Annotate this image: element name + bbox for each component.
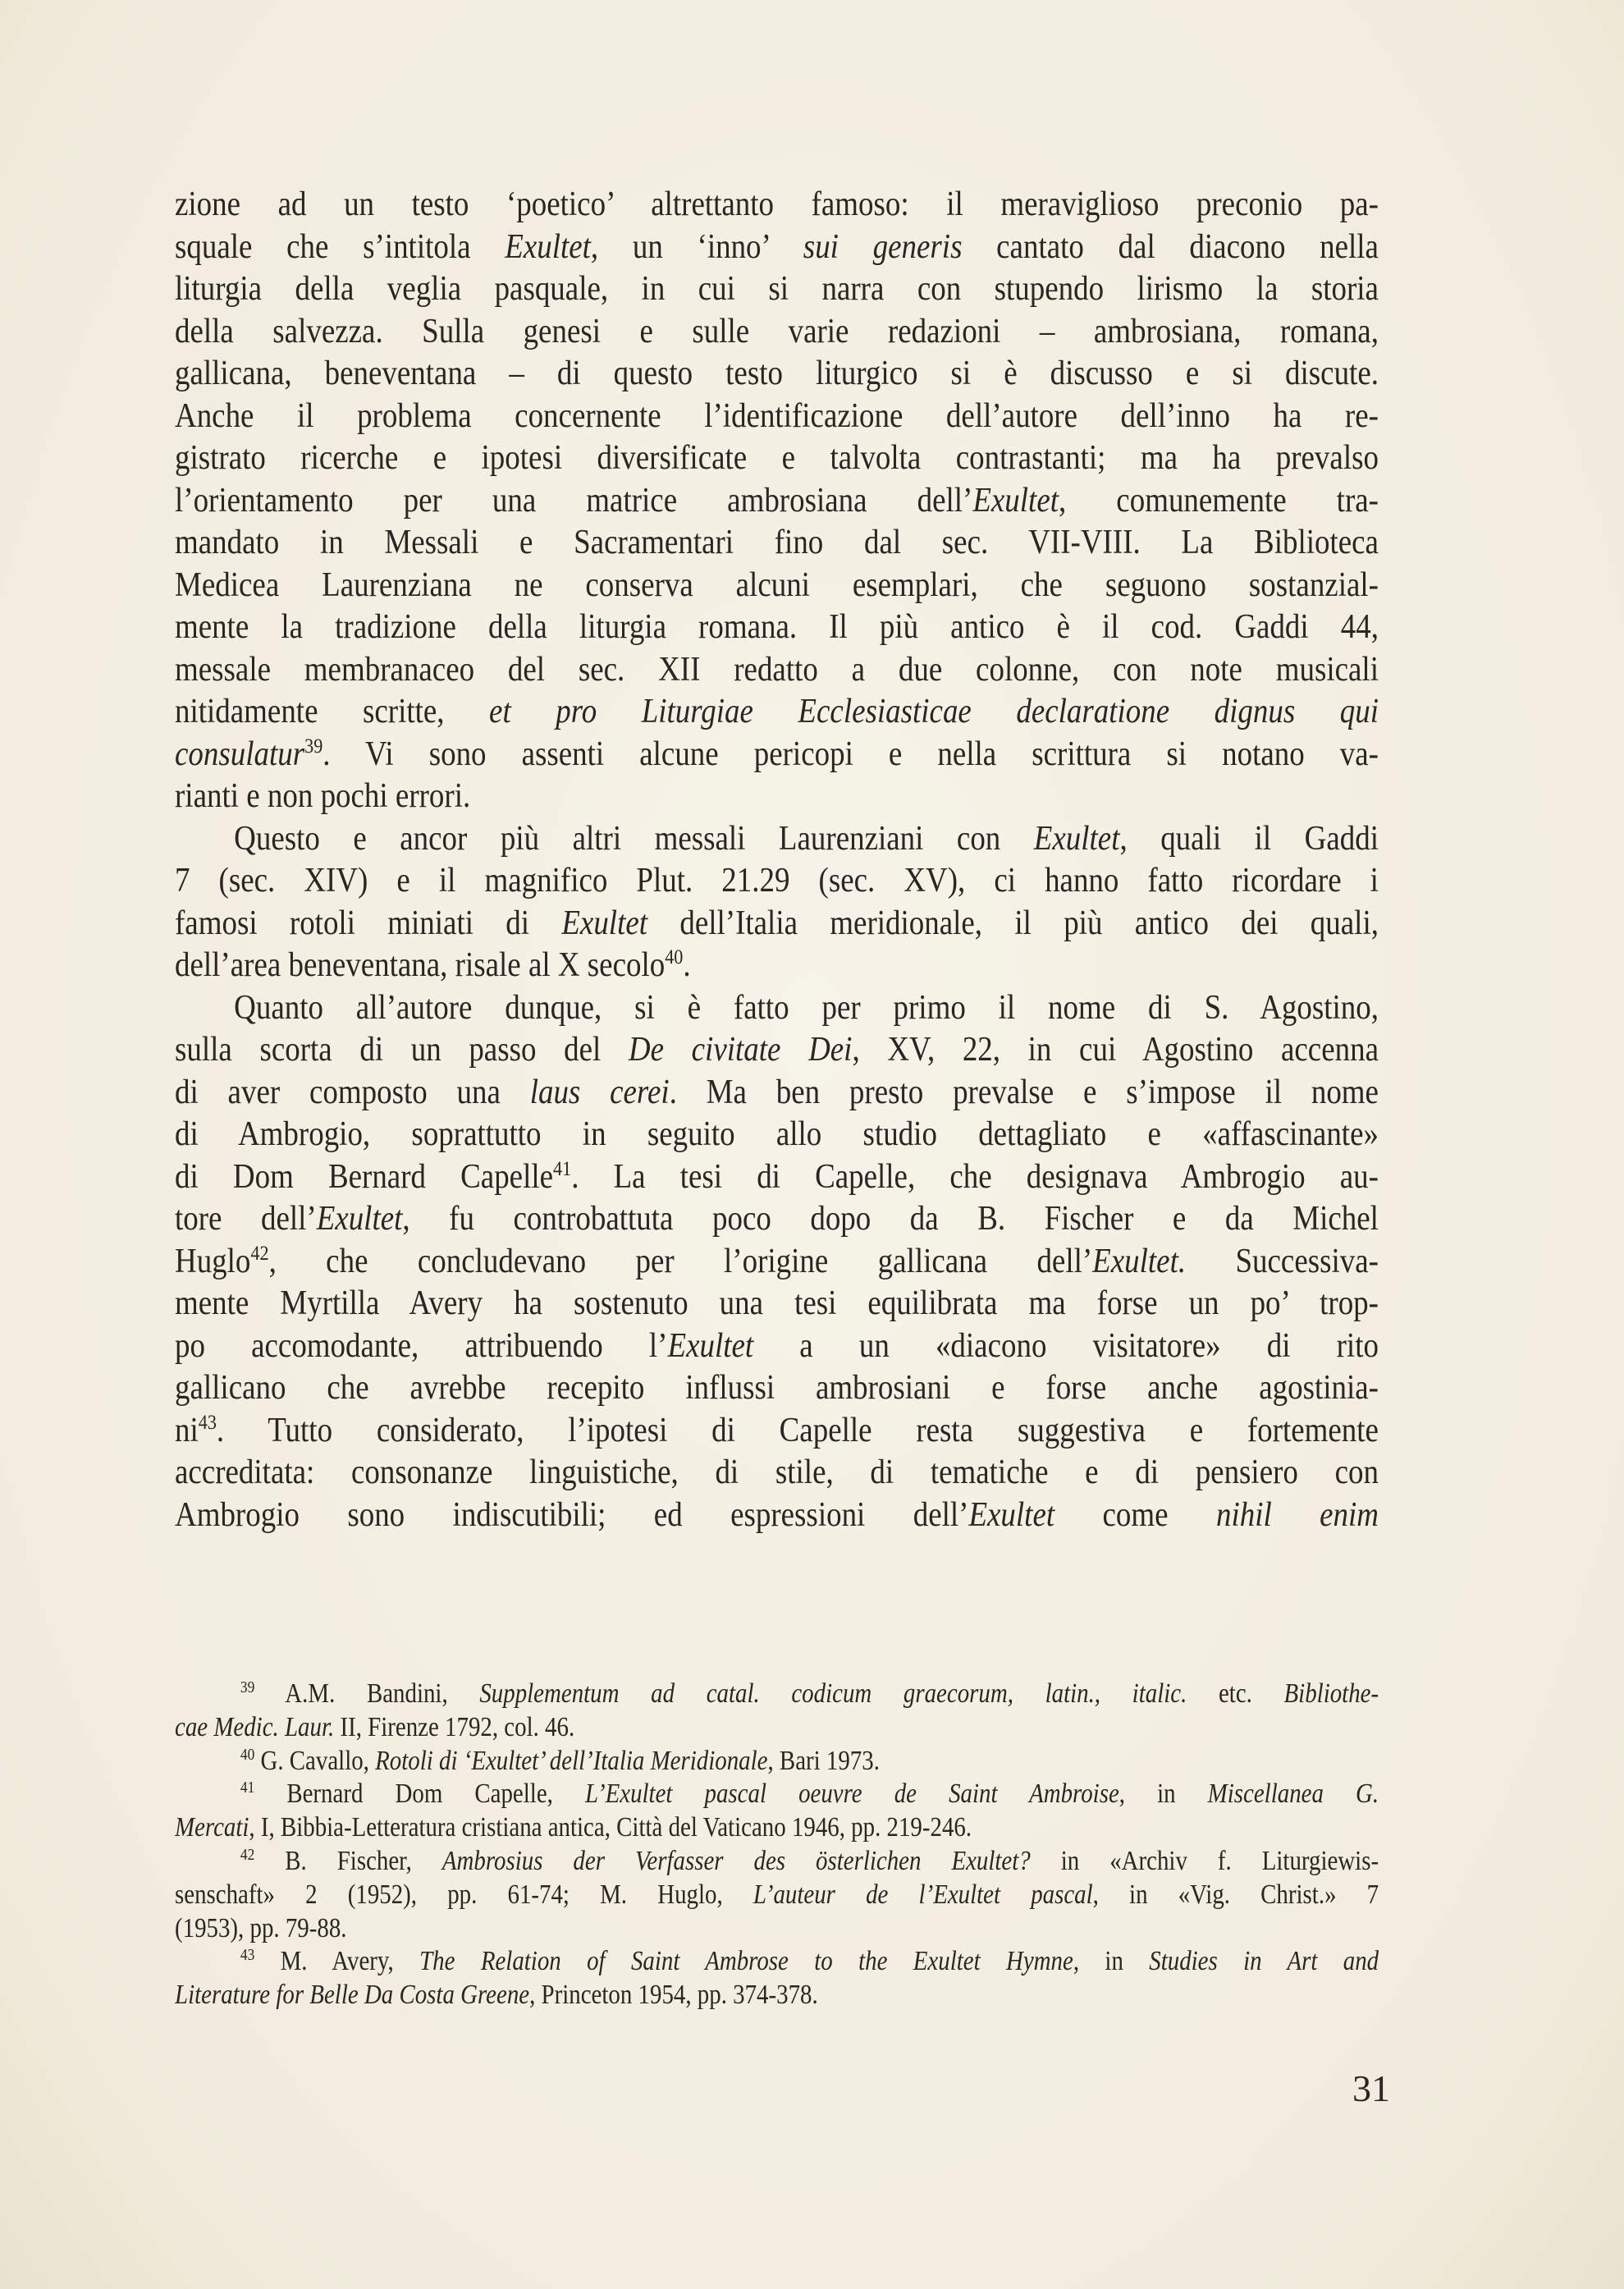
footnote-ref: 40 xyxy=(240,1745,255,1764)
italic-text: Ambrosius der Verfasser des österlichen Exultet? xyxy=(441,1845,1031,1876)
text-run: (1953), pp. 79-88. xyxy=(175,1912,347,1943)
text-run: , I, Bibbia-Letteratura cristiana antica, Città del Vaticano 1946, pp. 219-246. xyxy=(249,1812,972,1843)
text-line xyxy=(175,396,1379,438)
text-run: . Ma ben presto prevalse e s’impose il nome xyxy=(669,1073,1379,1111)
text-run: B. Fischer, xyxy=(254,1845,442,1876)
italic-text: nihil enim xyxy=(1215,1495,1379,1534)
text-run: . La tesi di Capelle, che designava Ambrogio au- xyxy=(571,1157,1379,1196)
footnotes xyxy=(175,1678,1379,2012)
text-line xyxy=(175,1495,1379,1537)
page-number: 31 xyxy=(1352,2067,1390,2109)
text-run: della salvezza. Sulla genesi e sulle varie redazioni – ambrosiana, romana, xyxy=(175,312,1379,350)
text-run: l’orientamento per una matrice ambrosiana dell’ xyxy=(175,481,973,520)
italic-text: Exultet xyxy=(968,1495,1055,1534)
text-line xyxy=(175,734,1379,776)
text-run: messale membranaceo del sec. XII redatto a due colonne, con note musicali xyxy=(175,650,1379,689)
text-run: , Bari 1973. xyxy=(767,1745,880,1776)
text-run: Huglo xyxy=(175,1242,251,1280)
text-line xyxy=(175,1410,1379,1453)
italic-text: Exultet. xyxy=(1092,1242,1187,1280)
italic-text: Bibliothe- xyxy=(1283,1678,1379,1709)
italic-text: Exultet xyxy=(1033,819,1120,858)
italic-text: De civitate Dei xyxy=(628,1031,853,1069)
footnote-ref: 41 xyxy=(553,1157,572,1180)
text-run: Ambrogio sono indiscutibili; ed espressioni dell’ xyxy=(175,1495,969,1534)
text-line xyxy=(175,1241,1379,1284)
text-run: , XV, 22, in cui Agostino accenna xyxy=(852,1031,1379,1069)
text-run: Anche il problema concernente l’identificazione dell’autore dell’inno ha re- xyxy=(175,396,1379,435)
italic-text: The Relation of Saint Ambrose to the Exultet Hymne xyxy=(419,1946,1073,1977)
italic-text: laus cerei xyxy=(529,1073,670,1111)
text-run: . xyxy=(683,946,691,984)
text-line xyxy=(175,607,1379,649)
text-line xyxy=(175,480,1379,523)
text-run: nitidamente scritte, xyxy=(175,693,490,730)
footnote-line xyxy=(175,1745,1379,1779)
italic-text: Rotoli di ‘Exultet’ dell’Italia Meridionale xyxy=(375,1745,768,1776)
text-line xyxy=(175,818,1379,861)
text-line xyxy=(175,522,1379,565)
text-run: mandato in Messali e Sacramentari fino dal sec. VII-VIII. La Biblioteca xyxy=(175,524,1379,561)
text-line xyxy=(175,1072,1379,1115)
text-line xyxy=(175,903,1379,945)
text-run: gistrato ricerche e ipotesi diversificate e talvolta contrastanti; ma ha prevalso xyxy=(175,439,1379,477)
text-run: a un «diacono visitatore» di rito xyxy=(753,1326,1379,1365)
text-run: Questo e ancor più altri messali Laurenziani con xyxy=(234,819,1034,858)
text-run: . Vi sono assenti alcune pericopi e nella scrittura si notano va- xyxy=(323,735,1379,773)
text-run: di Ambrogio, soprattutto in seguito allo studio dettagliato e «affascinante» xyxy=(175,1115,1379,1153)
italic-text: Exultet xyxy=(972,481,1059,520)
italic-text: Exultet xyxy=(561,904,648,942)
italic-text: Exultet xyxy=(316,1200,403,1238)
footnote-line xyxy=(175,1845,1379,1879)
text-run: dell’Italia meridionale, il più antico dei quali, xyxy=(647,904,1379,942)
text-run: , che concludevano per l’origine gallicana dell’ xyxy=(268,1242,1093,1280)
text-line xyxy=(175,1325,1379,1368)
text-run: tore dell’ xyxy=(175,1200,317,1238)
footnote-line xyxy=(175,1811,1379,1845)
text-line xyxy=(175,268,1379,311)
text-run: po accomodante, attribuendo l’ xyxy=(175,1326,668,1365)
text-line xyxy=(175,691,1379,734)
text-run: di aver composto una xyxy=(175,1073,530,1111)
text-run: accreditata: consonanze linguistiche, di stile, di tematiche e di pensiero con xyxy=(175,1454,1379,1491)
italic-text: et pro Liturgiae Ecclesiasticae declaratione dignus qui xyxy=(489,693,1379,730)
text-line xyxy=(175,1114,1379,1156)
text-line xyxy=(175,1452,1379,1495)
text-run: , in xyxy=(1119,1779,1208,1810)
text-run: ni xyxy=(175,1411,199,1449)
text-run: liturgia della veglia pasquale, in cui si narra con stupendo lirismo la storia xyxy=(175,270,1379,308)
text-run: in «Archiv f. Liturgiewis- xyxy=(1030,1845,1379,1876)
text-run: sulla scorta di un passo del xyxy=(175,1031,629,1069)
text-run: , Princeton 1954, pp. 374-378. xyxy=(529,1980,818,2011)
footnote-ref: 39 xyxy=(240,1678,255,1696)
footnote-ref: 43 xyxy=(198,1411,217,1434)
text-run: Quanto all’autore dunque, si è fatto per primo il nome di S. Agostino, xyxy=(234,988,1379,1027)
text-line xyxy=(175,437,1379,480)
text-run: , in xyxy=(1073,1946,1150,1977)
text-line xyxy=(175,1198,1379,1241)
text-run: , quali il Gaddi xyxy=(1119,819,1379,858)
text-run: famosi rotoli miniati di xyxy=(175,904,562,942)
italic-text: Exultet xyxy=(505,227,591,266)
footnote-ref: 41 xyxy=(240,1779,255,1797)
text-run: Successiva- xyxy=(1186,1242,1379,1280)
footnote-ref: 42 xyxy=(250,1242,269,1265)
italic-text: consulatur xyxy=(175,735,305,773)
text-run: , un ‘inno’ xyxy=(590,227,803,266)
italic-text: Literature for Belle Da Costa Greene xyxy=(175,1980,530,2011)
text-run: M. Avery, xyxy=(254,1946,420,1977)
text-line xyxy=(175,945,1379,987)
text-run: dell’area beneventana, risale al X secolo xyxy=(175,946,666,984)
text-line xyxy=(175,565,1379,607)
text-run: , comunemente tra- xyxy=(1059,481,1379,520)
footnote-line xyxy=(175,1778,1379,1811)
footnote-line xyxy=(175,1879,1379,1912)
text-run: mente Myrtilla Avery ha sostenuto una tesi equilibrata ma forse un po’ trop- xyxy=(175,1284,1379,1322)
text-line xyxy=(175,860,1379,903)
text-run: A.M. Bandini, xyxy=(254,1678,480,1709)
text-line xyxy=(175,1029,1379,1072)
italic-text: Studies in Art and xyxy=(1149,1946,1379,1977)
text-line xyxy=(175,1156,1379,1199)
italic-text: Miscellanea G. xyxy=(1207,1779,1379,1810)
text-run: Bernard Dom Capelle, xyxy=(254,1779,585,1810)
text-run: come xyxy=(1054,1495,1216,1534)
footnote-line xyxy=(175,1711,1379,1745)
text-line xyxy=(175,987,1379,1030)
text-run: , in «Vig. Christ.» 7 xyxy=(1092,1879,1379,1910)
italic-text: L’auteur de l’Exultet pascal xyxy=(753,1879,1093,1910)
footnote-line xyxy=(175,1678,1379,1711)
text-run: gallicano che avrebbe recepito influssi ambrosiani e forse anche agostinia- xyxy=(175,1369,1379,1407)
text-run: rianti e non pochi errori. xyxy=(175,777,471,815)
text-run: zione ad un testo ‘poetico’ altrettanto famoso: il meraviglioso preconio pa- xyxy=(175,185,1379,223)
text-run: Medicea Laurenziana ne conserva alcuni esemplari, che seguono sostanzial- xyxy=(175,565,1379,604)
footnote-line xyxy=(175,1912,1379,1946)
italic-text: L’Exultet pascal oeuvre de Saint Ambroise xyxy=(584,1779,1119,1810)
italic-text: Mercati xyxy=(175,1812,249,1843)
footnote-ref: 39 xyxy=(304,735,323,758)
footnote-line xyxy=(175,1945,1379,1979)
italic-text: cae Medic. Laur. xyxy=(175,1711,335,1742)
text-line xyxy=(175,776,1379,818)
text-run: mente la tradizione della liturgia romana. Il più antico è il cod. Gaddi 44, xyxy=(175,608,1379,646)
text-run: II, Firenze 1792, col. 46. xyxy=(334,1711,575,1742)
body-text xyxy=(175,184,1379,1536)
text-run: . Tutto considerato, l’ipotesi di Capelle resta suggestiva e fortemente xyxy=(216,1411,1379,1449)
text-run: di Dom Bernard Capelle xyxy=(175,1157,554,1196)
footnote-line xyxy=(175,1979,1379,2012)
text-run: , fu controbattuta poco dopo da B. Fischer e da Michel xyxy=(402,1200,1379,1238)
text-line xyxy=(175,311,1379,354)
text-run: G. Cavallo, xyxy=(254,1745,376,1776)
text-line xyxy=(175,184,1379,227)
text-line xyxy=(175,649,1379,692)
text-run: senschaft» 2 (1952), pp. 61-74; M. Huglo, xyxy=(175,1879,753,1910)
text-line xyxy=(175,1367,1379,1410)
italic-text: Supplementum ad catal. codicum graecorum, latin., italic. xyxy=(479,1678,1187,1709)
italic-text: sui generis xyxy=(803,227,963,266)
text-line xyxy=(175,1283,1379,1325)
text-run: 7 (sec. XIV) e il magnifico Plut. 21.29 (sec. XV), ci hanno fatto ricordare i xyxy=(175,862,1379,900)
italic-text: Exultet xyxy=(667,1326,754,1365)
text-run: cantato dal diacono nella xyxy=(962,227,1379,266)
text-line xyxy=(175,353,1379,396)
footnote-ref: 40 xyxy=(665,945,684,968)
footnote-ref: 42 xyxy=(240,1845,255,1864)
text-line xyxy=(175,227,1379,269)
text-run: squale che s’intitola xyxy=(175,227,505,266)
text-run: gallicana, beneventana – di questo testo liturgico si è discusso e si discute. xyxy=(175,355,1379,392)
footnote-ref: 43 xyxy=(240,1946,255,1965)
text-run: etc. xyxy=(1187,1678,1284,1709)
